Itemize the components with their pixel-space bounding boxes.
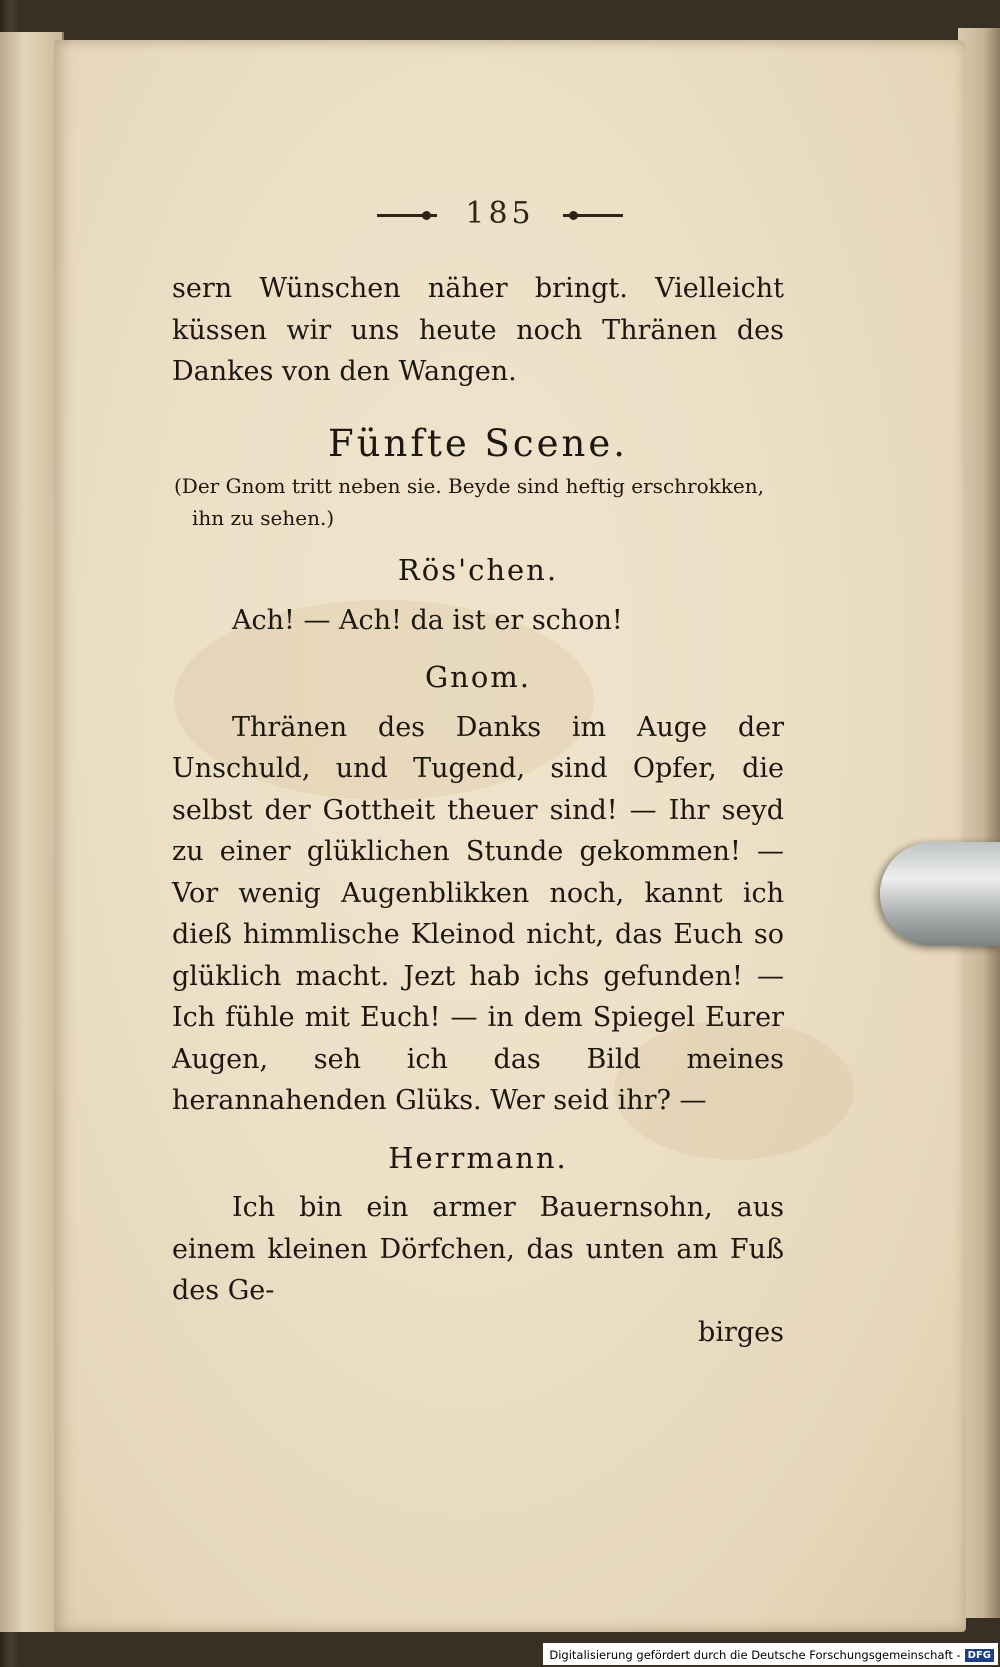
dfg-logo: DFG xyxy=(965,1649,994,1662)
header-ornament-left xyxy=(377,214,437,217)
catchword: birges xyxy=(698,1316,784,1348)
dialogue-line: Ich bin ein armer Bauernsohn, aus einem kleinen Dörfchen, das unten am Fuß des Ge- xyxy=(172,1192,784,1306)
speaker-name: Gnom. xyxy=(424,660,532,694)
page-body xyxy=(172,268,784,1353)
speaker-name: Herrmann. xyxy=(388,1140,568,1175)
scene-title: Fünfte Scene. xyxy=(327,421,628,465)
digitization-credit xyxy=(543,1643,998,1665)
page-number: 185 xyxy=(465,196,535,231)
stage-direction: (Der Gnom tritt neben sie. Beyde sind heftig erschrokken, ihn zu sehen.) xyxy=(174,474,764,530)
credit-text: Digitalisierung gefördert durch die Deutsche Forschungsgemeinschaft - xyxy=(549,1648,961,1662)
dialogue-line: Ach! — Ach! da ist er schon! xyxy=(232,604,623,636)
running-header xyxy=(0,196,1000,231)
page-clip xyxy=(880,842,1000,946)
header-ornament-right xyxy=(563,214,623,217)
dialogue-line: Thränen des Danks im Auge der Unschuld, und Tugend, sind Opfer, die selbst der Gottheit theuer sind! — Ihr seyd zu einer glüklichen Stunde gekommen! — Vor wenig Augenblikken noch, kannt ich dieß himmlische Kleinod nicht, das Euch so glüklich macht. Jezt hab ichs gefunden! — Ich fühle mit Euch! — in dem Spiegel Eurer Augen, seh ich das Bild meines herannahenden Glüks. Wer seid ihr? — xyxy=(172,711,784,1116)
continuation-paragraph: sern Wünschen näher bringt. Vielleicht küssen wir uns heute noch Thränen des Dankes von den Wangen. xyxy=(172,273,784,387)
speaker-name: Rös'chen. xyxy=(397,553,559,587)
